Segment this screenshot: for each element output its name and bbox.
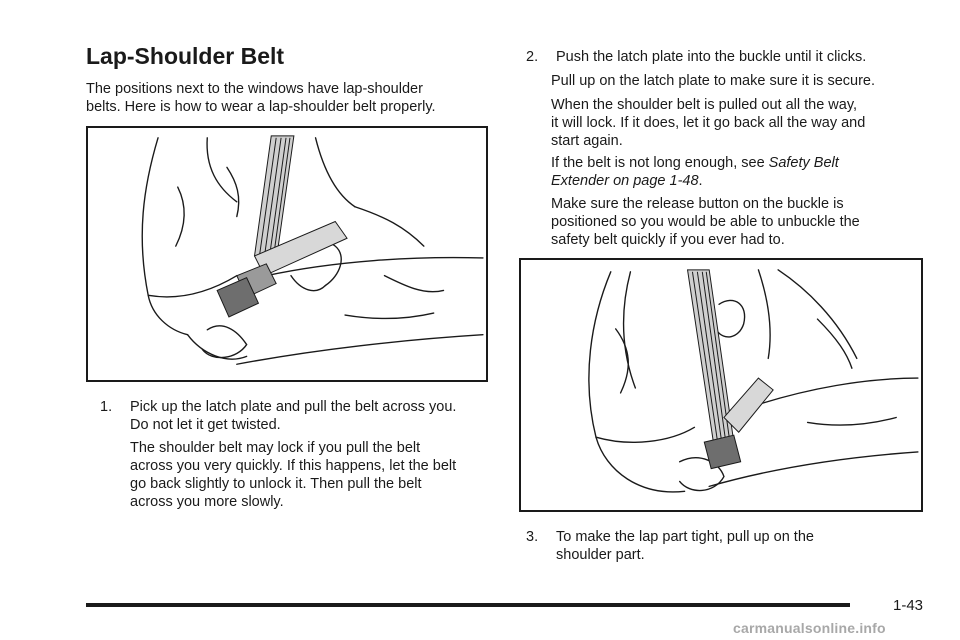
step-3: 3. To make the lap part tight, pull up on the shoulder part. — [526, 529, 814, 563]
illustration-pulling-belt — [86, 126, 488, 382]
step-2-extender: If the belt is not long enough, see Safety Belt Extender on page 1-48. — [551, 155, 839, 189]
step-2-lock: When the shoulder belt is pulled out all the way, it will lock. If it does, let it go back all the way and start again. — [551, 97, 866, 149]
step-2-release: Make sure the release button on the buckle is positioned so you would be able to unbuckle the safety belt quickly if you ever had to. — [551, 196, 860, 248]
step-1-detail: The shoulder belt may lock if you pull the belt across you very quickly. If this happens, let the belt go back slightly to unlock it. Then pull the belt across you more slowly. — [130, 440, 457, 510]
extender-page-reference[interactable]: Extender on page 1-48 — [551, 173, 699, 189]
illustration-buckled-belt — [519, 258, 923, 512]
step-number: 1. — [100, 399, 113, 415]
page-number: 1-43 — [893, 597, 924, 614]
intro-paragraph: The positions next to the windows have lap-shoulder belts. Here is how to wear a lap-shoulder belt properly. — [86, 81, 436, 115]
belt-buckled-drawing — [521, 260, 921, 510]
belt-pull-drawing — [88, 128, 486, 380]
step-number: 2. — [526, 49, 539, 65]
footer-rule — [86, 603, 850, 607]
step-number: 3. — [526, 529, 539, 545]
step-1: 1. Pick up the latch plate and pull the belt across you. Do not let it get twisted. — [100, 399, 457, 433]
watermark: carmanualsonline.info — [733, 620, 886, 636]
page-title: Lap-Shoulder Belt — [86, 43, 285, 69]
extender-reference-link[interactable]: Safety Belt — [768, 155, 839, 171]
step-2: 2. Push the latch plate into the buckle until it clicks. — [526, 49, 867, 65]
step-2-secure: Pull up on the latch plate to make sure it is secure. — [551, 73, 876, 89]
